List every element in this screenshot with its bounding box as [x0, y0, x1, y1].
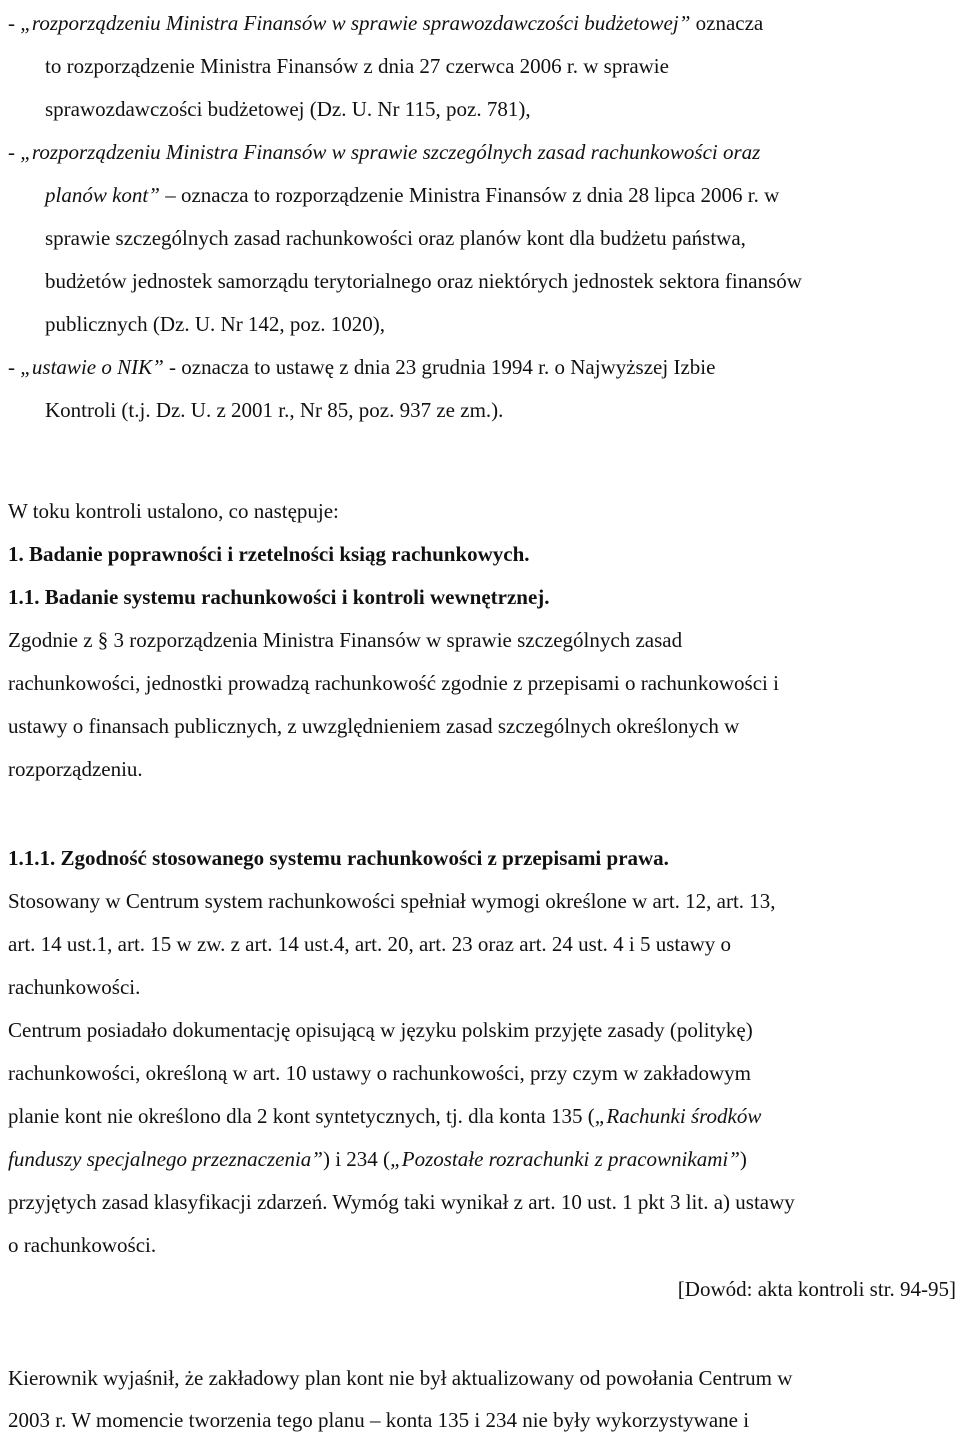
text-line: [8, 541, 530, 567]
text-line: [8, 354, 956, 380]
text-segment: Kierownik wyjaśnił, że zakładowy plan kont nie był aktualizowany od powołania Centrum w: [8, 1366, 793, 1390]
text-segment: 1.1.1. Zgodność stosowanego systemu rachunkowości z przepisami prawa.: [8, 846, 669, 870]
text-segment: o rachunkowości.: [8, 1233, 157, 1257]
text-line: [8, 1365, 956, 1391]
text-segment: rachunkowości, jednostki prowadzą rachunkowość zgodnie z przepisami o rachunkowości i: [8, 671, 779, 695]
text-segment: to rozporządzenie Ministra Finansów z dnia 27 czerwca 2006 r. w sprawie: [45, 54, 669, 78]
text-segment: -: [8, 11, 21, 35]
text-segment: ): [739, 1147, 747, 1171]
text-line: [8, 1407, 956, 1433]
text-line: [8, 1232, 156, 1258]
text-segment: 1. Badanie poprawności i rzetelności ksiąg rachunkowych.: [8, 542, 530, 566]
text-segment: oznacza: [690, 11, 764, 35]
text-line: [8, 139, 956, 165]
text-segment: Stosowany w Centrum system rachunkowości spełniał wymogi określone w art. 12, art. 13,: [8, 889, 776, 913]
text-segment: W toku kontroli ustalono, co następuje:: [8, 499, 339, 523]
text-line: [8, 670, 956, 696]
text-segment: „Pozostałe rozrachunki z pracownikami”: [390, 1147, 740, 1171]
text-segment: przyjętych zasad klasyfikacji zdarzeń. Wymóg taki wynikał z art. 10 ust. 1 pkt 3 lit. a) ustawy: [8, 1190, 795, 1214]
text-line: [8, 10, 956, 36]
text-segment: sprawozdawczości budżetowej (Dz. U. Nr 115, poz. 781),: [45, 97, 531, 121]
text-segment: Centrum posiadało dokumentację opisującą w języku polskim przyjęte zasady (politykę): [8, 1018, 753, 1042]
text-line: [45, 182, 956, 208]
text-segment: „rozporządzeniu Ministra Finansów w sprawie szczególnych zasad rachunkowości oraz: [20, 140, 761, 164]
text-segment: [Dowód: akta kontroli str. 94-95]: [677, 1277, 956, 1301]
text-line: [8, 888, 956, 914]
text-segment: ustawy o finansach publicznych, z uwzględnieniem zasad szczególnych określonych w: [8, 714, 740, 738]
text-segment: rozporządzeniu.: [8, 757, 143, 781]
text-segment: - oznacza to ustawę z dnia 23 grudnia 1994 r. o Najwyższej Izbie: [163, 355, 716, 379]
text-line: [8, 1146, 956, 1172]
text-segment: „ustawie o NIK”: [20, 355, 164, 379]
text-segment: funduszy specjalnego przeznaczenia”: [8, 1147, 323, 1171]
text-segment: art. 14 ust.1, art. 15 w zw. z art. 14 ust.4, art. 20, art. 23 oraz art. 24 ust. 4 i 5 ustawy o: [8, 932, 731, 956]
text-segment: ) i 234 (: [322, 1147, 391, 1171]
text-segment: -: [8, 140, 21, 164]
text-line: [8, 498, 339, 524]
text-line: [8, 1276, 956, 1302]
text-line: [45, 96, 531, 122]
text-line: [8, 1017, 956, 1043]
text-line: [8, 1189, 956, 1215]
text-segment: sprawie szczególnych zasad rachunkowości oraz planów kont dla budżetu państwa,: [45, 226, 746, 250]
text-line: [45, 311, 385, 337]
text-line: [8, 931, 956, 957]
text-line: [8, 584, 550, 610]
text-line: [8, 1060, 956, 1086]
text-segment: „rozporządzeniu Ministra Finansów w sprawie sprawozdawczości budżetowej”: [20, 11, 691, 35]
text-segment: rachunkowości.: [8, 975, 141, 999]
text-line: [8, 1103, 956, 1129]
text-line: [45, 268, 956, 294]
text-segment: -: [8, 355, 21, 379]
text-line: [45, 225, 956, 251]
text-line: [45, 53, 956, 79]
text-line: [8, 713, 956, 739]
text-line: [8, 756, 143, 782]
text-line: [8, 974, 140, 1000]
text-line: [45, 397, 503, 423]
text-segment: budżetów jednostek samorządu terytorialnego oraz niektórych jednostek sektora finansów: [45, 269, 802, 293]
text-line: [8, 845, 669, 871]
text-segment: 1.1. Badanie systemu rachunkowości i kontroli wewnętrznej.: [8, 585, 550, 609]
text-segment: planów kont”: [45, 183, 160, 207]
text-segment: Kontroli (t.j. Dz. U. z 2001 r., Nr 85, poz. 937 ze zm.).: [45, 398, 504, 422]
text-line: [8, 627, 956, 653]
text-segment: publicznych (Dz. U. Nr 142, poz. 1020),: [45, 312, 385, 336]
text-segment: 2003 r. W momencie tworzenia tego planu – konta 135 i 234 nie były wykorzystywane i: [8, 1408, 750, 1432]
text-segment: – oznacza to rozporządzenie Ministra Finansów z dnia 28 lipca 2006 r. w: [159, 183, 780, 207]
text-segment: rachunkowości, określoną w art. 10 ustawy o rachunkowości, przy czym w zakładowym: [8, 1061, 751, 1085]
text-segment: „Rachunki środków: [594, 1104, 762, 1128]
text-segment: Zgodnie z § 3 rozporządzenia Ministra Finansów w sprawie szczególnych zasad: [8, 628, 683, 652]
text-segment: planie kont nie określono dla 2 kont syntetycznych, tj. dla konta 135 (: [8, 1104, 595, 1128]
